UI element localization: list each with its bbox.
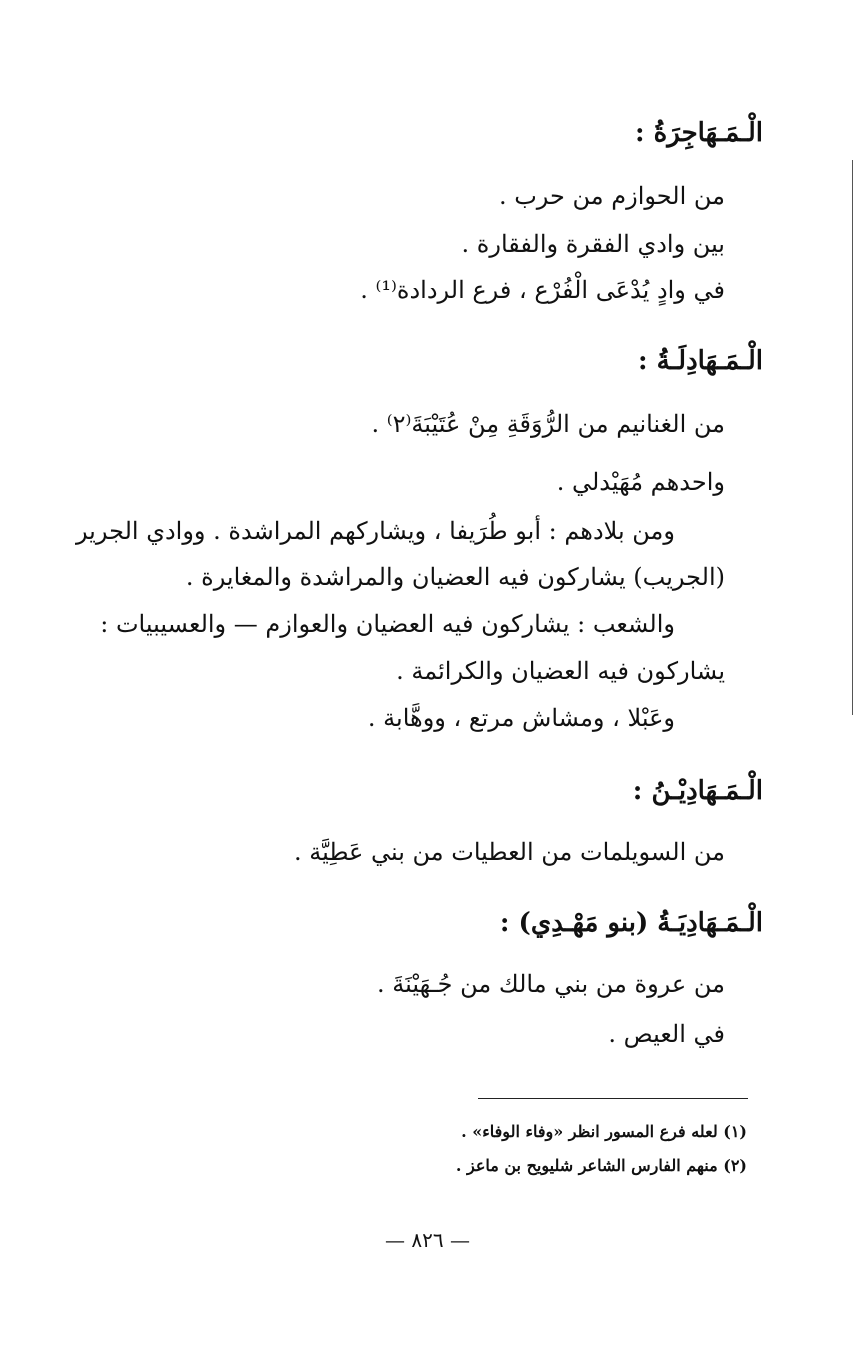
- footnote-2: (٢) منهم الفارس الشاعر شليويح بن ماعز .: [455, 1156, 747, 1175]
- entry-line: في وادٍ يُدْعَى الْفُرْع ، فرع الردادة⁽¹⁾ .: [360, 276, 725, 304]
- entry-line: من عروة من بني مالك من جُـهَيْنَةَ .: [376, 970, 725, 998]
- entry-heading-muhadin: الْـمَـهَادِيْـنُ :: [632, 776, 763, 806]
- entry-line: في العيص .: [608, 1020, 725, 1048]
- entry-line: والشعب : يشاركون فيه العضيان والعوازم — والعسيبيات :: [100, 610, 675, 638]
- entry-line: ومن بلادهم : أبو طُرَيفا ، ويشاركهم المراشدة . ووادي الجرير: [75, 517, 675, 545]
- entry-line: واحدهم مُهَيْدلي .: [556, 468, 725, 496]
- page-edge-line: [852, 160, 853, 715]
- entry-line: وعَبْلا ، ومشاش مرتع ، ووهَّابة .: [367, 704, 675, 732]
- entry-line: من الحوازم من حرب .: [498, 182, 725, 210]
- entry-line: من السويلمات من العطيات من بني عَطِيَّة .: [293, 838, 725, 866]
- entry-heading-muhajira: الْـمَـهَاجِرَةُ :: [634, 118, 763, 148]
- entry-heading-muhadiya: الْـمَـهَادِيَـةُ (بنو مَهْـدِي) :: [499, 908, 763, 938]
- footnote-1: (١) لعله فرع المسور انظر «وفاء الوفاء» .: [461, 1122, 747, 1141]
- entry-line: يشاركون فيه العضيان والكرائمة .: [396, 657, 725, 685]
- entry-heading-muhadila: الْـمَـهَادِلَـةُ :: [637, 346, 763, 376]
- entry-line: (الجريب) يشاركون فيه العضيان والمراشدة والمغايرة .: [185, 563, 725, 591]
- page-number: — ٨٢٦ —: [385, 1228, 470, 1252]
- entry-line: بين وادي الفقرة والفقارة .: [461, 230, 725, 258]
- footnote-separator: [478, 1098, 748, 1099]
- entry-line: من الغنانيم من الرُّوَقَةِ مِنْ عُتَيْبَةَ⁽٢⁾ .: [371, 410, 725, 438]
